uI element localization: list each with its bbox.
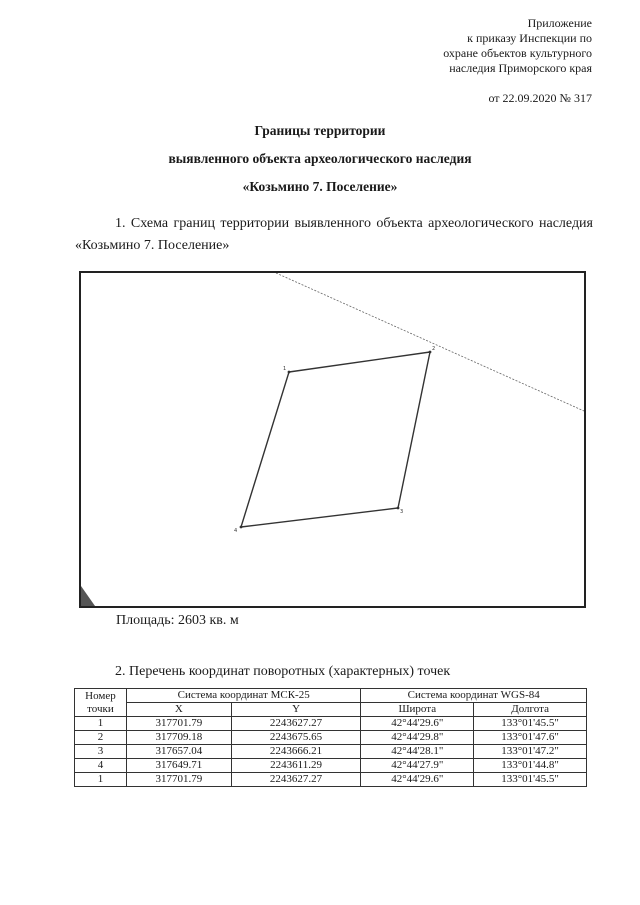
cell-number: 2 [75, 731, 127, 745]
cell-y: 2243627.27 [231, 773, 361, 787]
cell-lat: 42°44'28.1" [361, 745, 474, 759]
table-row [75, 773, 587, 787]
cell-lat: 42°44'29.8" [361, 731, 474, 745]
cell-lat: 42°44'29.6" [361, 717, 474, 731]
cell-number: 1 [75, 773, 127, 787]
title-line: «Козьмино 7. Поселение» [242, 179, 398, 194]
cell-number: 1 [75, 717, 127, 731]
boundary-point [429, 351, 432, 354]
header-x: X [126, 703, 231, 717]
cell-x: 317649.71 [126, 759, 231, 773]
appendix-block [443, 16, 592, 76]
order-date: от 22.09.2020 № 317 [488, 91, 592, 105]
cell-lon: 133°01'47.6" [474, 731, 587, 745]
cell-lat: 42°44'27.9" [361, 759, 474, 773]
cell-lon: 133°01'45.5" [474, 717, 587, 731]
table-header-row [75, 689, 587, 703]
corner-marker [81, 586, 95, 606]
boundary-scheme [79, 271, 586, 608]
section1-heading: 1. Схема границ территории выявленного объекта археологического наследия «Козьмино 7. Поселение» [75, 216, 593, 253]
cell-y: 2243675.65 [231, 731, 361, 745]
cell-y: 2243666.21 [231, 745, 361, 759]
point-label: 4 [234, 528, 238, 534]
point-label: 3 [400, 509, 404, 515]
table-row [75, 731, 587, 745]
title-line: выявленного объекта археологического наследия [168, 151, 472, 166]
cell-y: 2243627.27 [231, 717, 361, 731]
cell-lon: 133°01'47.2" [474, 745, 587, 759]
header-lat: Широта [361, 703, 474, 717]
cell-y: 2243611.29 [231, 759, 361, 773]
road-line [276, 273, 584, 411]
header-number: Номер точки [75, 689, 127, 717]
appendix-line: охране объектов культурного [443, 46, 592, 60]
boundary-point [288, 371, 291, 374]
header-wgs: Система координат WGS-84 [361, 689, 587, 703]
document-title [0, 117, 640, 201]
area-label: Площадь: 2603 кв. м [116, 613, 239, 628]
boundary-point [397, 507, 400, 510]
appendix-line: Приложение [527, 16, 592, 30]
table-subheader-row [75, 703, 587, 717]
cell-lon: 133°01'45.5" [474, 773, 587, 787]
section2-heading: 2. Перечень координат поворотных (характерных) точек [115, 664, 451, 679]
table-row [75, 717, 587, 731]
scheme-drawing [81, 273, 584, 606]
point-label: 2 [432, 346, 436, 352]
appendix-line: наследия Приморского края [449, 61, 592, 75]
cell-number: 4 [75, 759, 127, 773]
appendix-line: к приказу Инспекции по [467, 31, 592, 45]
cell-lon: 133°01'44.8" [474, 759, 587, 773]
title-line: Границы территории [254, 123, 386, 138]
coordinates-table [74, 688, 587, 787]
territory-boundary [241, 352, 430, 527]
cell-x: 317701.79 [126, 773, 231, 787]
cell-x: 317657.04 [126, 745, 231, 759]
header-lon: Долгота [474, 703, 587, 717]
point-label: 1 [283, 366, 287, 372]
cell-x: 317701.79 [126, 717, 231, 731]
boundary-point [240, 526, 243, 529]
cell-x: 317709.18 [126, 731, 231, 745]
cell-number: 3 [75, 745, 127, 759]
cell-lat: 42°44'29.6" [361, 773, 474, 787]
table-row [75, 745, 587, 759]
table-row [75, 759, 587, 773]
header-msk: Система координат МСК-25 [126, 689, 360, 703]
header-y: Y [231, 703, 361, 717]
